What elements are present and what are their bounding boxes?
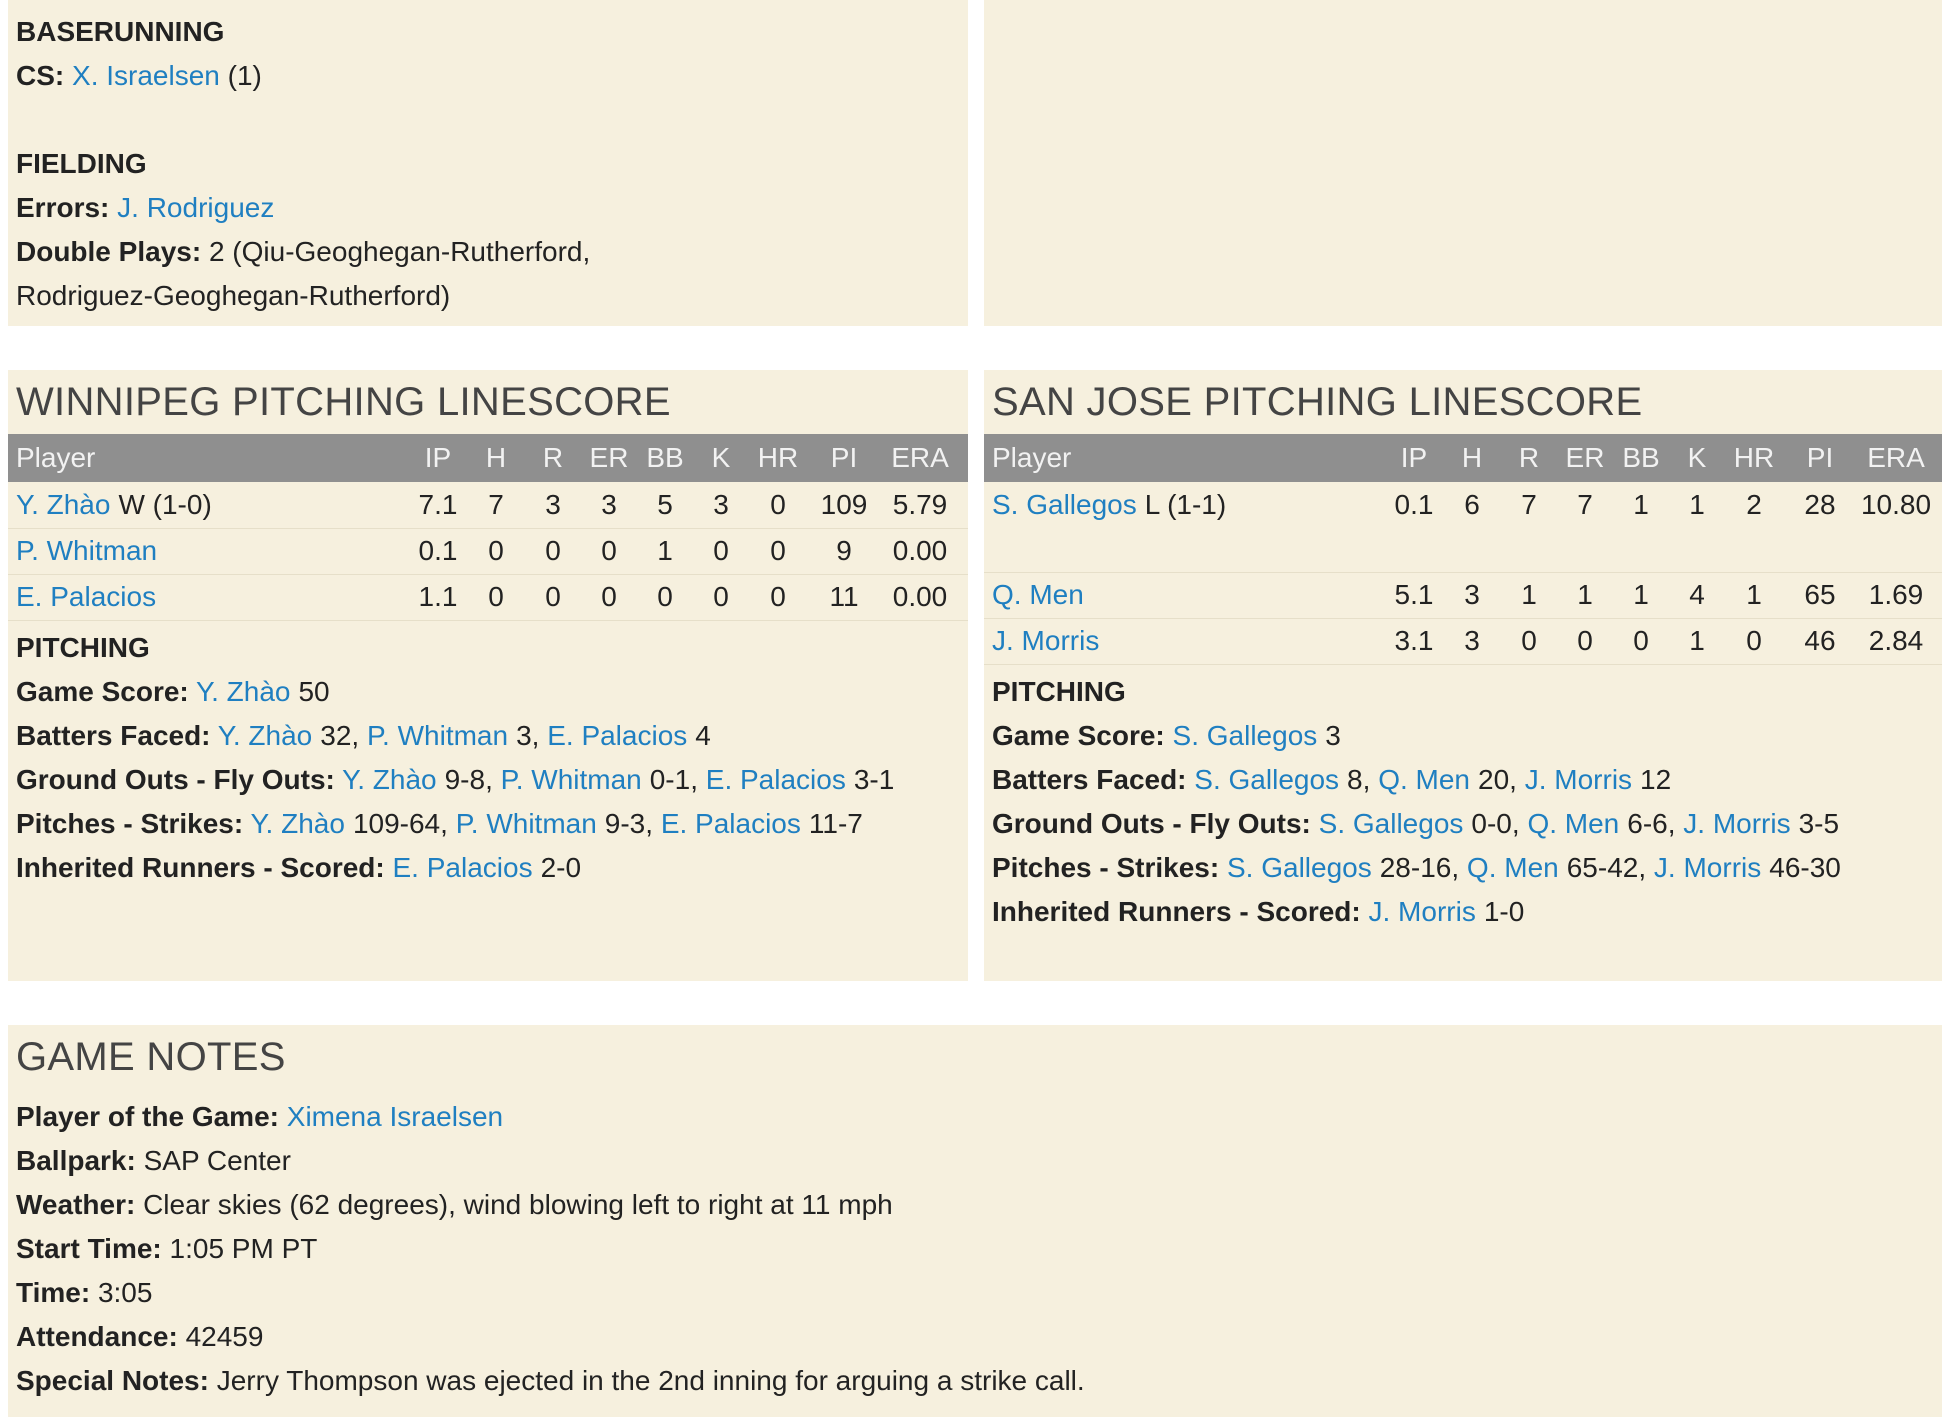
pitcher-stat-value: 0-1, — [649, 764, 698, 795]
winnipeg-pitching-title: WINNIPEG PITCHING LINESCORE — [16, 380, 671, 424]
stat-pi: 65 — [1804, 579, 1836, 610]
stat-r: 3 — [545, 489, 561, 520]
pitches-strikes-label: Pitches - Strikes: — [16, 808, 244, 839]
pitcher-cell — [16, 482, 212, 528]
stat-er: 0 — [1577, 625, 1593, 656]
pitcher-name-link[interactable]: E. Palacios — [705, 764, 846, 795]
column-header-era[interactable]: ERA — [891, 442, 949, 473]
pitches-strikes-list — [1227, 852, 1841, 883]
double-plays-line — [16, 234, 590, 270]
stat-er: 0 — [601, 535, 617, 566]
inherited-runners-label: Inherited Runners - Scored: — [16, 852, 385, 883]
baserunning-fielding-panel — [8, 0, 968, 326]
errors-label: Errors: — [16, 192, 110, 223]
ground-fly-outs-list — [1319, 808, 1839, 839]
stat-ip: 5.1 — [1394, 579, 1434, 610]
player-of-game-label: Player of the Game: — [16, 1101, 279, 1132]
pitcher-row — [984, 482, 1942, 528]
stat-r: 0 — [1521, 625, 1537, 656]
pitcher-name-link[interactable]: E. Palacios — [547, 720, 688, 751]
game-score-label: Game Score: — [992, 720, 1165, 751]
stat-era: 5.79 — [892, 489, 948, 520]
stat-bb: 5 — [657, 489, 673, 520]
winnipeg-pitching-panel — [8, 370, 968, 981]
stat-hr: 0 — [770, 489, 786, 520]
san-jose-game-score-line — [992, 718, 1341, 754]
stat-ip: 3.1 — [1394, 625, 1434, 656]
game-time-label: Time: — [16, 1277, 91, 1308]
stat-k: 0 — [713, 581, 729, 612]
pitcher-stat-value: 3-5 — [1798, 808, 1840, 839]
player-of-game-line — [16, 1099, 503, 1135]
player-of-game-link[interactable]: Ximena Israelsen — [286, 1101, 504, 1132]
pitcher-decision: W (1-0) — [118, 489, 212, 520]
pitcher-name-link[interactable]: S. Gallegos — [1318, 808, 1464, 839]
stat-h: 0 — [488, 535, 504, 566]
row-divider — [984, 618, 1942, 619]
stat-ip: 0.1 — [418, 535, 458, 566]
start-time-line — [16, 1231, 317, 1267]
pitcher-stat-value: 1-0 — [1483, 896, 1525, 927]
pitcher-name-link[interactable]: J. Morris — [1524, 764, 1633, 795]
game-notes-title: GAME NOTES — [16, 1035, 286, 1079]
pitcher-decision: L (1-1) — [1144, 489, 1227, 520]
special-notes-label: Special Notes: — [16, 1365, 209, 1396]
column-header-k[interactable]: K — [1687, 442, 1707, 473]
column-header-ip[interactable]: IP — [424, 442, 452, 473]
stat-ip: 1.1 — [418, 581, 458, 612]
game-score-list — [196, 676, 330, 707]
stat-era: 0.00 — [892, 581, 948, 612]
pitcher-name-link[interactable]: Y. Zhào — [342, 764, 437, 795]
special-notes-line — [16, 1363, 1085, 1399]
column-header-hr[interactable]: HR — [1733, 442, 1775, 473]
stat-pi: 9 — [836, 535, 852, 566]
winnipeg-inherited-runners-line — [16, 850, 581, 886]
stat-h: 3 — [1464, 625, 1480, 656]
pitcher-stat-value: 32, — [320, 720, 360, 751]
pitcher-stat-value: 6-6, — [1627, 808, 1676, 839]
empty-panel — [984, 0, 1942, 326]
stat-er: 7 — [1577, 489, 1593, 520]
pitcher-name-link[interactable]: J. Morris — [1653, 852, 1762, 883]
column-header-er[interactable]: ER — [1565, 442, 1605, 473]
pitches-strikes-list — [250, 808, 862, 839]
weather-label: Weather: — [16, 1189, 136, 1220]
san-jose-ground-fly-outs-line — [992, 806, 1839, 842]
baserunning-heading: BASERUNNING — [16, 16, 225, 47]
stat-bb: 1 — [1633, 579, 1649, 610]
pitcher-name-link[interactable]: S. Gallegos — [1226, 852, 1372, 883]
pitcher-name-link[interactable]: J. Morris — [1683, 808, 1791, 839]
stat-bb: 0 — [657, 581, 673, 612]
pitcher-stat-value: 4 — [695, 720, 711, 751]
pitcher-stat-value: 9-8, — [444, 764, 493, 795]
pitcher-row — [984, 572, 1942, 618]
game-time-value: 3:05 — [97, 1277, 153, 1308]
san-jose-inherited-runners-line — [992, 894, 1524, 930]
inherited-runners-label: Inherited Runners - Scored: — [992, 896, 1361, 927]
stat-k: 1 — [1689, 625, 1705, 656]
pitcher-name-link[interactable]: Q. Men — [992, 579, 1084, 610]
attendance-label: Attendance: — [16, 1321, 178, 1352]
start-time-label: Start Time: — [16, 1233, 162, 1264]
pitcher-row — [8, 574, 968, 620]
batters-faced-list — [1194, 764, 1671, 795]
game-notes-panel — [8, 1025, 1942, 1417]
double-plays-label: Double Plays: — [16, 236, 202, 267]
san-jose-pitching-panel — [984, 370, 1942, 981]
column-header-bb[interactable]: BB — [646, 442, 684, 473]
stat-er: 1 — [1577, 579, 1593, 610]
attendance-line — [16, 1319, 263, 1355]
pitcher-stat-value: 65-42, — [1566, 852, 1647, 883]
ground-fly-outs-list — [342, 764, 894, 795]
san-jose-pitches-strikes-line — [992, 850, 1841, 886]
row-divider — [984, 664, 1942, 665]
row-divider — [8, 574, 968, 575]
weather-value: Clear skies (62 degrees), wind blowing left to right at 11 mph — [143, 1189, 893, 1220]
pitcher-name-link[interactable]: E. Palacios — [16, 581, 157, 612]
pitcher-name-link[interactable]: Q. Men — [1378, 764, 1470, 795]
double-plays-value: 2 (Qiu-Geoghegan-Rutherford, — [208, 236, 591, 267]
pitcher-stat-value: 3-1 — [853, 764, 895, 795]
row-divider — [8, 620, 968, 621]
pitcher-stat-value: 109-64, — [352, 808, 448, 839]
column-header-k[interactable]: K — [711, 442, 731, 473]
pitcher-stat-value: 2-0 — [540, 852, 582, 883]
stat-h: 6 — [1464, 489, 1480, 520]
column-header-pi[interactable]: PI — [1806, 442, 1834, 473]
attendance-value: 42459 — [185, 1321, 264, 1352]
inherited-runners-list — [1369, 896, 1525, 927]
pitcher-name-link[interactable]: J. Morris — [1368, 896, 1476, 927]
column-header-pi[interactable]: PI — [830, 442, 858, 473]
column-header-er[interactable]: ER — [589, 442, 629, 473]
pitcher-stat-value: 8, — [1347, 764, 1371, 795]
inherited-runners-list — [393, 852, 582, 883]
pitcher-row — [984, 618, 1942, 664]
san-jose-pitching-heading: PITCHING — [992, 676, 1126, 707]
pitcher-name-link[interactable]: Y. Zhào — [196, 676, 291, 707]
caught-stealing-line — [16, 58, 262, 94]
pitcher-cell — [16, 574, 156, 620]
start-time-value: 1:05 PM PT — [169, 1233, 318, 1264]
winnipeg-table-header — [8, 434, 968, 482]
stat-hr: 0 — [770, 581, 786, 612]
column-header-h[interactable]: H — [1461, 442, 1483, 473]
stat-hr: 1 — [1746, 579, 1762, 610]
stat-k: 1 — [1689, 489, 1705, 520]
winnipeg-batters-faced-line — [16, 718, 711, 754]
winnipeg-pitching-heading: PITCHING — [16, 632, 150, 663]
pitcher-name-link[interactable]: Q. Men — [1527, 808, 1620, 839]
stat-era: 1.69 — [1868, 579, 1924, 610]
column-header-ip[interactable]: IP — [1400, 442, 1428, 473]
pitcher-name-link[interactable]: J. Morris — [992, 625, 1100, 656]
stat-k: 4 — [1689, 579, 1705, 610]
game-score-label: Game Score: — [16, 676, 189, 707]
pitcher-name-link[interactable]: E. Palacios — [392, 852, 533, 883]
pitcher-name-link[interactable]: Y. Zhào — [217, 720, 313, 751]
stat-r: 0 — [545, 535, 561, 566]
pitcher-name-link[interactable]: P. Whitman — [366, 720, 509, 751]
pitcher-stat-value: 3, — [516, 720, 540, 751]
pitcher-cell — [992, 572, 1084, 618]
column-header-bb[interactable]: BB — [1622, 442, 1660, 473]
san-jose-batters-faced-line — [992, 762, 1671, 798]
column-header-h[interactable]: H — [485, 442, 507, 473]
stat-pi: 11 — [829, 581, 859, 612]
pitcher-stat-value: 20, — [1478, 764, 1517, 795]
column-header-r[interactable]: R — [1518, 442, 1540, 473]
stat-r: 7 — [1521, 489, 1537, 520]
ground-fly-outs-label: Ground Outs - Fly Outs: — [16, 764, 335, 795]
pitcher-stat-value: 50 — [298, 676, 330, 707]
stat-er: 3 — [601, 489, 617, 520]
pitcher-stat-value: 28-16, — [1379, 852, 1460, 883]
cs-label: CS: — [16, 60, 65, 91]
stat-ip: 7.1 — [418, 489, 458, 520]
stat-k: 3 — [713, 489, 729, 520]
winnipeg-game-score-line — [16, 674, 330, 710]
stat-bb: 1 — [657, 535, 673, 566]
pitcher-stat-value: 3 — [1325, 720, 1341, 751]
ground-fly-outs-label: Ground Outs - Fly Outs: — [992, 808, 1311, 839]
pitcher-name-link[interactable]: Q. Men — [1466, 852, 1559, 883]
pitcher-cell — [992, 482, 1226, 528]
stat-era: 2.84 — [1868, 625, 1924, 656]
san-jose-table-header — [984, 434, 1942, 482]
errors-line — [16, 190, 274, 226]
fielding-heading: FIELDING — [16, 148, 147, 179]
batters-faced-label: Batters Faced: — [992, 764, 1187, 795]
pitcher-name-link[interactable]: P. Whitman — [500, 764, 642, 795]
pitcher-stat-value: 46-30 — [1769, 852, 1841, 883]
pitcher-cell — [992, 618, 1099, 664]
pitcher-name-link[interactable]: Y. Zhào — [250, 808, 345, 839]
pitches-strikes-label: Pitches - Strikes: — [992, 852, 1220, 883]
pitcher-row — [8, 528, 968, 574]
stat-h: 7 — [488, 489, 504, 520]
stat-ip: 0.1 — [1394, 489, 1434, 520]
column-header-hr[interactable]: HR — [757, 442, 799, 473]
stat-hr: 0 — [1746, 625, 1762, 656]
stat-h: 3 — [1464, 579, 1480, 610]
pitcher-name-link[interactable]: E. Palacios — [660, 808, 801, 839]
pitcher-name-link[interactable]: S. Gallegos — [992, 489, 1137, 520]
game-time-line — [16, 1275, 152, 1311]
pitcher-row — [8, 482, 968, 528]
stat-er: 0 — [601, 581, 617, 612]
pitcher-name-link[interactable]: S. Gallegos — [1172, 720, 1318, 751]
ballpark-line — [16, 1143, 291, 1179]
pitcher-name-link[interactable]: Y. Zhào — [16, 489, 111, 520]
column-header-r[interactable]: R — [542, 442, 564, 473]
batters-faced-list — [218, 720, 711, 751]
stat-pi: 46 — [1804, 625, 1836, 656]
column-header-player[interactable]: Player — [16, 442, 96, 473]
stat-era: 0.00 — [892, 535, 948, 566]
cs-player-link[interactable]: X. Israelsen — [72, 60, 220, 91]
ballpark-value: SAP Center — [143, 1145, 291, 1176]
pitcher-name-link[interactable]: P. Whitman — [16, 535, 158, 566]
pitcher-stat-value: 9-3, — [604, 808, 654, 839]
game-score-list — [1173, 720, 1341, 751]
weather-line — [16, 1187, 893, 1223]
column-header-era[interactable]: ERA — [1867, 442, 1925, 473]
stat-pi: 109 — [820, 489, 868, 520]
stat-era: 10.80 — [1860, 489, 1932, 520]
pitcher-name-link[interactable]: S. Gallegos — [1194, 764, 1340, 795]
stat-bb: 0 — [1633, 625, 1649, 656]
stat-r: 1 — [1521, 579, 1537, 610]
pitcher-stat-value: 12 — [1640, 764, 1672, 795]
stat-hr: 0 — [770, 535, 786, 566]
san-jose-pitching-title: SAN JOSE PITCHING LINESCORE — [992, 380, 1643, 424]
stat-k: 0 — [713, 535, 729, 566]
row-divider — [8, 528, 968, 529]
winnipeg-ground-fly-outs-line — [16, 762, 894, 798]
pitcher-stat-value: 11-7 — [808, 808, 863, 839]
special-notes-value: Jerry Thompson was ejected in the 2nd inning for arguing a strike call. — [216, 1365, 1085, 1396]
double-plays-value-continued: Rodriguez-Geoghegan-Rutherford) — [16, 280, 451, 311]
pitcher-name-link[interactable]: P. Whitman — [455, 808, 597, 839]
ballpark-label: Ballpark: — [16, 1145, 136, 1176]
row-divider — [984, 572, 1942, 573]
stat-bb: 1 — [1633, 489, 1649, 520]
pitcher-cell — [16, 528, 157, 574]
batters-faced-label: Batters Faced: — [16, 720, 211, 751]
stat-hr: 2 — [1746, 489, 1762, 520]
pitcher-stat-value: 0-0, — [1471, 808, 1520, 839]
stat-r: 0 — [545, 581, 561, 612]
winnipeg-pitches-strikes-line — [16, 806, 863, 842]
stat-h: 0 — [488, 581, 504, 612]
errors-player-link[interactable]: J. Rodriguez — [117, 192, 275, 223]
stat-pi: 28 — [1804, 489, 1836, 520]
cs-count: (1) — [227, 60, 262, 91]
column-header-player[interactable]: Player — [992, 442, 1072, 473]
